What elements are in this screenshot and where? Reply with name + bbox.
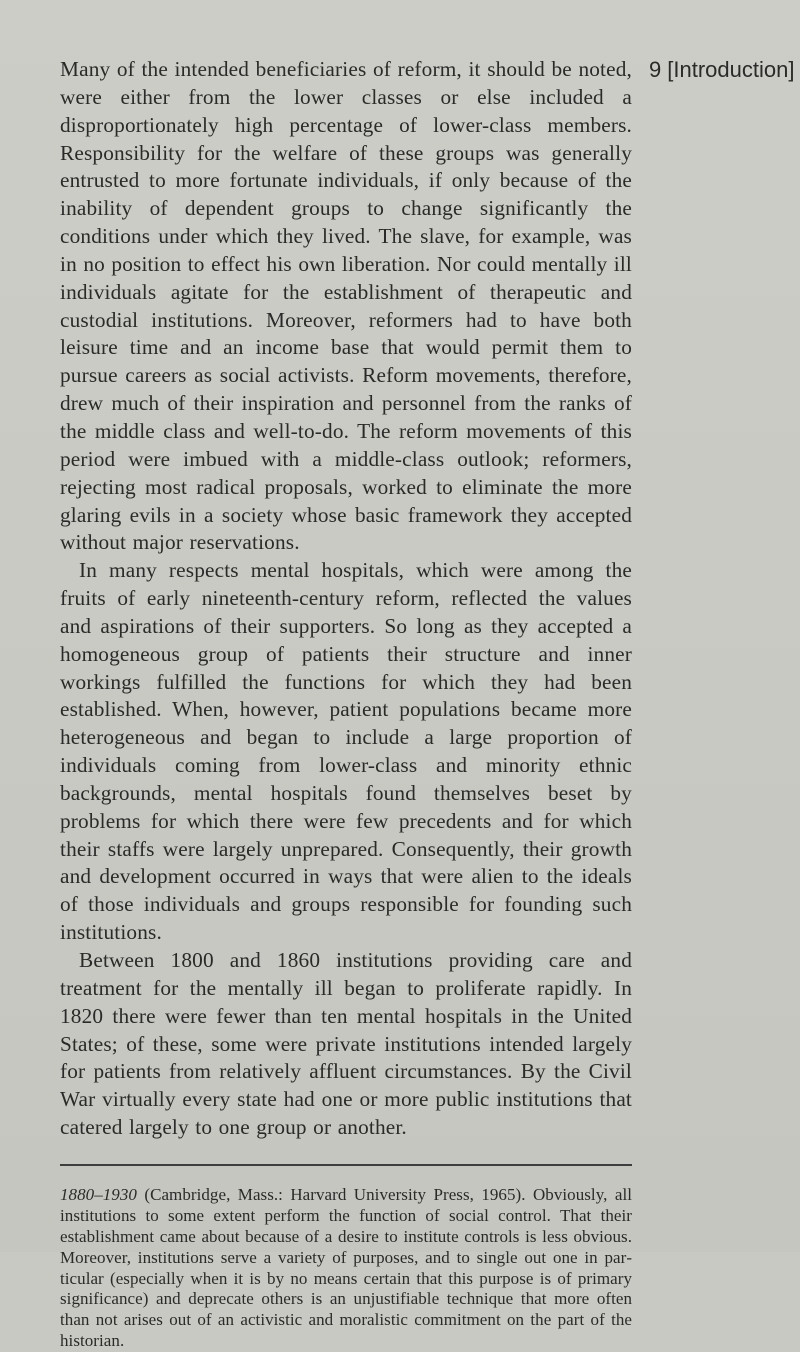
footnote-divider (60, 1164, 632, 1166)
running-head (649, 56, 794, 84)
paragraph-1: Many of the intended beneficiaries of reform, it should be noted, were either from the lower classes or else included a disproportionately high percentage of lower-class members. Responsibility for the welfare of these groups was generally entrusted to more fortunate individuals, if only because of the inability of dependent groups to change significantly the conditions under which they lived. The slave, for example, was in no position to effect his own liberation. Nor could mentally ill individuals agitate for the establishment of therapeutic and custodial institutions. Moreover, reformers had to have both leisure time and an income base that would permit them to pursue careers as social activists. Reform movements, therefore, drew much of their inspiration and personnel from the ranks of the middle class and well-to-do. The reform movements of this period were imbued with a middle-class outlook; reformers, rejecting most radical proposals, worked to eliminate the more glaring evils in a society whose basic framework they accepted without major reservations. (60, 57, 632, 555)
footnote-italic-lead: 1880–1930 (60, 1184, 137, 1204)
body-text (60, 56, 632, 1142)
footnote-paragraph (60, 1185, 632, 1352)
main-text-column (60, 56, 632, 1352)
page-number: 9 (649, 57, 662, 82)
section-title: [Introduction] (667, 57, 795, 82)
paragraph-3: Between 1800 and 1860 institutions providing care and treatment for the mentally ill began to proliferate rapidly. In 1820 there were fewer than ten mental hospitals in the United States; of these, some were private institutions intended largely for patients from relatively affluent circumstances. By the Civil War virtually every state had one or more public institutions that catered largely to one group or another. (60, 948, 632, 1140)
footnote-text: (Cambridge, Mass.: Harvard University Press, 1965). Obviously, all institutions to some extent perform the function of social control. That their establishment came about because of a desire to institute controls is less obvious. Moreover, institutions serve a variety of purposes, and to single out one in particular (especially when it is by no means certain that this purpose is of primary significance) and deprecate others is an unjustifiable technique that more often than not arises out of an activistic and moralistic commitment on the part of the historian. (60, 1184, 632, 1351)
paragraph-2: In many respects mental hospitals, which were among the fruits of early nineteenth-century reform, reflected the values and aspirations of their supporters. So long as they accepted a homogeneous group of patients their structure and inner workings fulfilled the functions for which they had been established. When, however, patient populations became more heterogeneous and began to include a large proportion of individuals coming from lower-class and minority ethnic backgrounds, mental hospitals found themselves beset by problems for which there were few precedents and for which their staffs were largely unprepared. Consequently, their growth and development occurred in ways that were alien to the ideals of those individuals and groups responsible for founding such institutions. (60, 558, 632, 945)
footnote (60, 1185, 632, 1352)
